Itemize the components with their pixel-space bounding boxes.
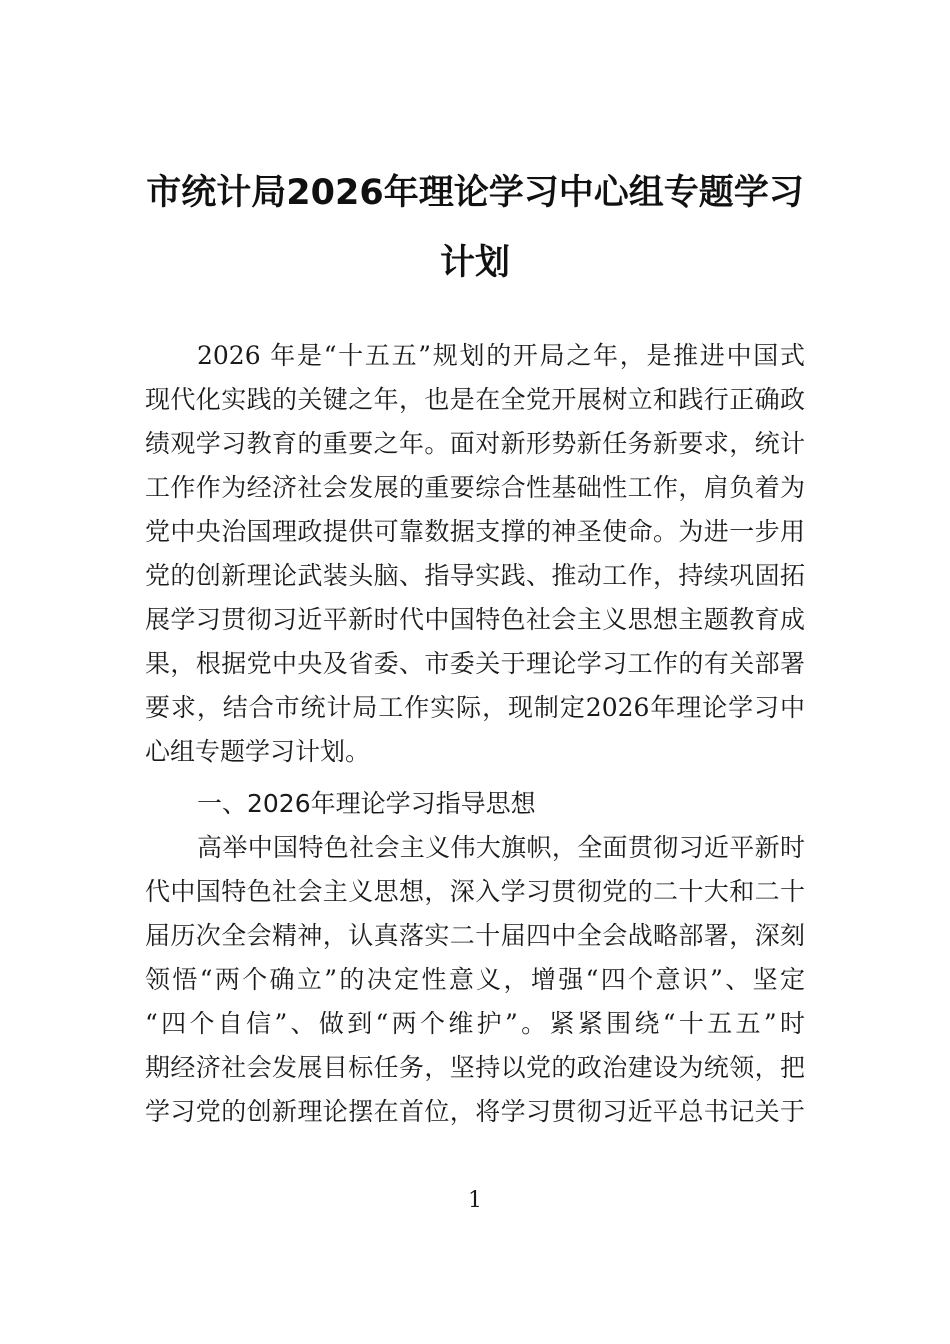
document-title-line-2: 计划 [439,243,510,283]
section1-paragraph-line: 学习党的创新理论摆在首位，将学习贯彻习近平总书记关于 [145,1097,805,1126]
intro-paragraph-line: 要求，结合市统计局工作实际，现制定2026年理论学习中 [145,693,805,722]
section1-paragraph-line: “四个自信”、做到“两个维护”。紧紧围绕“十五五”时 [145,1009,805,1038]
section1-paragraph-line: 届历次全会精神，认真落实二十届四中全会战略部署，深刻 [145,921,805,950]
section1-paragraph-line: 领悟“两个确立”的决定性意义，增强“四个意识”、坚定 [145,965,806,994]
intro-paragraph-line: 现代化实践的关键之年，也是在全党开展树立和践行正确政 [145,385,805,414]
intro-paragraph-line: 党的创新理论武装头脑、指导实践、推动工作，持续巩固拓 [145,561,805,590]
section1-paragraph-line: 期经济社会发展目标任务，坚持以党的政治建设为统领，把 [145,1053,805,1082]
intro-paragraph-line: 2026 年是“十五五”规划的开局之年，是推进中国式 [197,341,805,370]
intro-paragraph-line: 心组专题学习计划。 [145,737,371,766]
intro-paragraph-line: 绩观学习教育的重要之年。面对新形势新任务新要求，统计 [145,429,805,458]
intro-paragraph-line: 工作作为经济社会发展的重要综合性基础性工作，肩负着为 [145,473,805,502]
document-title-line-1: 市统计局2026年理论学习中心组专题学习 [146,173,804,213]
page-number: 1 [468,1188,482,1213]
intro-paragraph-line: 党中央治国理政提供可靠数据支撑的神圣使命。为进一步用 [145,517,805,546]
intro-paragraph-line: 展学习贯彻习近平新时代中国特色社会主义思想主题教育成 [145,605,805,634]
section1-paragraph-line: 代中国特色社会主义思想，深入学习贯彻党的二十大和二十 [145,877,805,906]
section1-paragraph-line: 高举中国特色社会主义伟大旗帜，全面贯彻习近平新时 [197,833,805,862]
section-heading-guiding-ideology: 一、2026年理论学习指导思想 [197,789,536,818]
intro-paragraph-line: 果，根据党中央及省委、市委关于理论学习工作的有关部署 [145,649,805,678]
